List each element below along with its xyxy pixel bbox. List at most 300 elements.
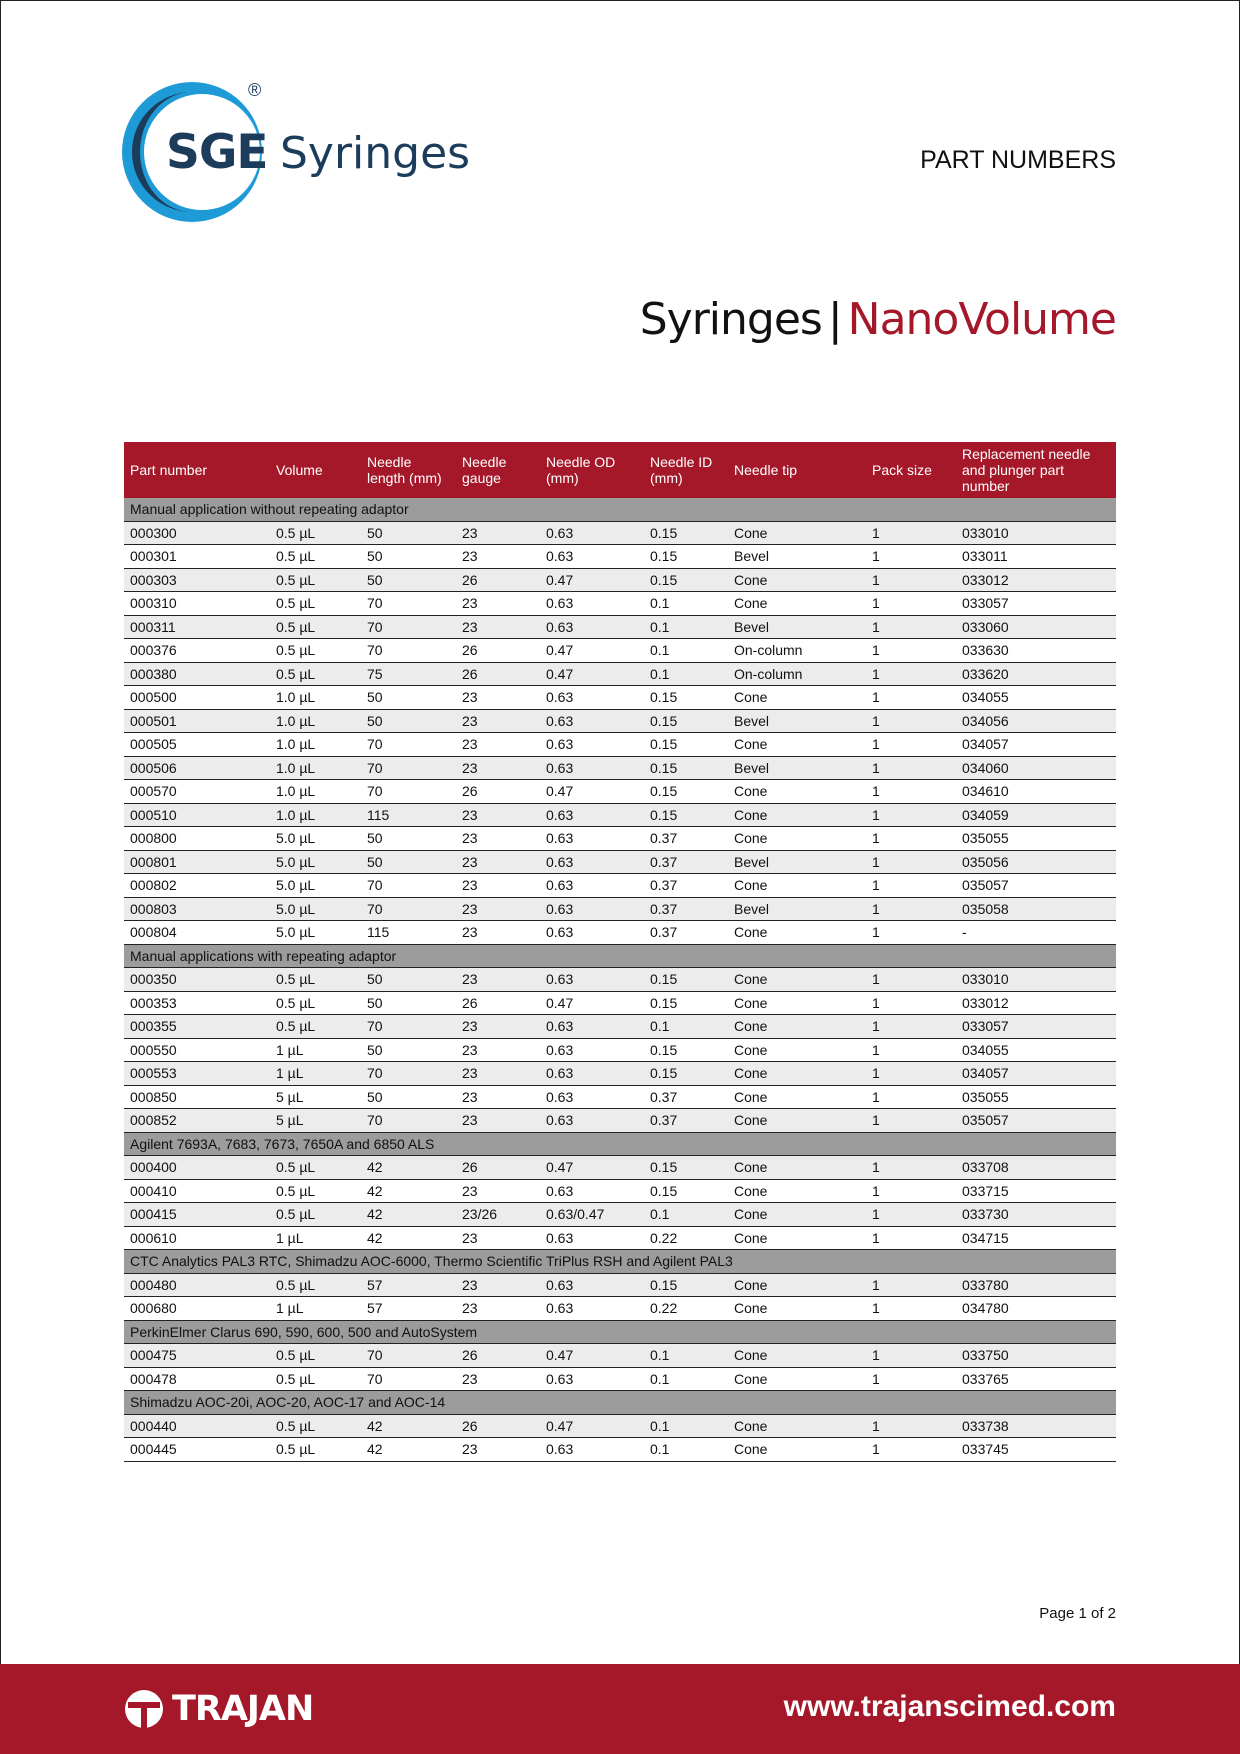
needle-id-cell: 0.15: [644, 991, 728, 1015]
section-header-row: [124, 1391, 1116, 1415]
needle-length-cell: 42: [361, 1438, 456, 1462]
needle-gauge-cell: 23: [456, 1062, 540, 1086]
volume-cell: 1 µL: [270, 1062, 361, 1086]
table-row: [124, 827, 1116, 851]
table-row: [124, 1344, 1116, 1368]
part-number-cell: 000505: [124, 733, 270, 757]
table-row: [124, 1062, 1116, 1086]
needle-tip-cell: Cone: [728, 1156, 866, 1180]
replacement-part-cell: 035057: [956, 1109, 1116, 1133]
table-row: [124, 991, 1116, 1015]
pack-size-cell: 1: [866, 780, 956, 804]
needle-tip-cell: Cone: [728, 1038, 866, 1062]
needle-length-cell: 70: [361, 874, 456, 898]
needle-od-cell: 0.47: [540, 639, 644, 663]
needle-tip-cell: Bevel: [728, 897, 866, 921]
pack-size-cell: 1: [866, 1156, 956, 1180]
table-row: [124, 521, 1116, 545]
needle-id-cell: 0.37: [644, 921, 728, 945]
replacement-part-cell: 034055: [956, 1038, 1116, 1062]
pack-size-cell: 1: [866, 592, 956, 616]
replacement-part-cell: 033765: [956, 1367, 1116, 1391]
pack-size-cell: 1: [866, 1038, 956, 1062]
needle-tip-cell: Cone: [728, 1179, 866, 1203]
needle-tip-cell: Cone: [728, 827, 866, 851]
part-number-cell: 000480: [124, 1273, 270, 1297]
replacement-part-cell: 035057: [956, 874, 1116, 898]
needle-od-cell: 0.63: [540, 733, 644, 757]
section-header-row: [124, 1320, 1116, 1344]
volume-cell: 1.0 µL: [270, 780, 361, 804]
replacement-part-cell: 033730: [956, 1203, 1116, 1227]
table-row: [124, 545, 1116, 569]
volume-cell: 0.5 µL: [270, 1203, 361, 1227]
needle-tip-cell: Bevel: [728, 615, 866, 639]
needle-gauge-cell: 26: [456, 1344, 540, 1368]
trajan-mark-icon: [124, 1689, 164, 1729]
pack-size-cell: 1: [866, 1179, 956, 1203]
needle-tip-cell: Cone: [728, 1367, 866, 1391]
needle-tip-cell: Cone: [728, 968, 866, 992]
part-number-cell: 000680: [124, 1297, 270, 1321]
replacement-part-cell: 033780: [956, 1273, 1116, 1297]
needle-id-cell: 0.1: [644, 592, 728, 616]
table-row: [124, 592, 1116, 616]
volume-cell: 5.0 µL: [270, 850, 361, 874]
needle-tip-cell: Cone: [728, 1085, 866, 1109]
needle-gauge-cell: 23: [456, 1438, 540, 1462]
table-row: [124, 1414, 1116, 1438]
needle-length-cell: 70: [361, 1109, 456, 1133]
section-title: Manual application without repeating adaptor: [124, 498, 1116, 521]
needle-tip-cell: Cone: [728, 1015, 866, 1039]
needle-length-cell: 42: [361, 1179, 456, 1203]
needle-length-cell: 50: [361, 709, 456, 733]
needle-od-cell: 0.63: [540, 850, 644, 874]
needle-gauge-cell: 23: [456, 756, 540, 780]
needle-id-cell: 0.15: [644, 803, 728, 827]
part-number-cell: 000311: [124, 615, 270, 639]
needle-length-cell: 70: [361, 639, 456, 663]
needle-length-cell: 50: [361, 1038, 456, 1062]
needle-gauge-cell: 23: [456, 733, 540, 757]
needle-length-cell: 42: [361, 1156, 456, 1180]
needle-tip-cell: Cone: [728, 1438, 866, 1462]
replacement-part-cell: 034057: [956, 733, 1116, 757]
replacement-part-cell: 033708: [956, 1156, 1116, 1180]
section-title: Manual applications with repeating adaptor: [124, 944, 1116, 968]
needle-length-cell: 70: [361, 897, 456, 921]
pack-size-cell: 1: [866, 686, 956, 710]
needle-id-cell: 0.1: [644, 615, 728, 639]
column-header-needle-id: Needle ID (mm): [644, 442, 728, 498]
needle-od-cell: 0.63: [540, 1297, 644, 1321]
needle-od-cell: 0.63: [540, 756, 644, 780]
part-number-cell: 000475: [124, 1344, 270, 1368]
needle-gauge-cell: 23: [456, 897, 540, 921]
needle-gauge-cell: 23: [456, 921, 540, 945]
replacement-part-cell: 033715: [956, 1179, 1116, 1203]
part-number-cell: 000506: [124, 756, 270, 780]
replacement-part-cell: 033057: [956, 592, 1116, 616]
needle-id-cell: 0.1: [644, 662, 728, 686]
volume-cell: 0.5 µL: [270, 521, 361, 545]
needle-id-cell: 0.37: [644, 850, 728, 874]
replacement-part-cell: 033745: [956, 1438, 1116, 1462]
pack-size-cell: 1: [866, 897, 956, 921]
replacement-part-cell: 035055: [956, 1085, 1116, 1109]
section-title: PerkinElmer Clarus 690, 590, 600, 500 and AutoSystem: [124, 1320, 1116, 1344]
needle-gauge-cell: 23: [456, 827, 540, 851]
needle-od-cell: 0.63: [540, 615, 644, 639]
replacement-part-cell: 034715: [956, 1226, 1116, 1250]
needle-length-cell: 70: [361, 592, 456, 616]
part-number-cell: 000510: [124, 803, 270, 827]
needle-id-cell: 0.1: [644, 1344, 728, 1368]
needle-gauge-cell: 23: [456, 1367, 540, 1391]
part-number-cell: 000300: [124, 521, 270, 545]
volume-cell: 5 µL: [270, 1085, 361, 1109]
needle-length-cell: 57: [361, 1297, 456, 1321]
needle-tip-cell: Cone: [728, 1344, 866, 1368]
volume-cell: 0.5 µL: [270, 1273, 361, 1297]
needle-id-cell: 0.15: [644, 1062, 728, 1086]
trajan-logo: [124, 1686, 313, 1732]
part-numbers-table: [124, 442, 1116, 1462]
pack-size-cell: 1: [866, 1273, 956, 1297]
table-row: [124, 1273, 1116, 1297]
needle-gauge-cell: 26: [456, 662, 540, 686]
part-number-cell: 000804: [124, 921, 270, 945]
needle-gauge-cell: 23: [456, 709, 540, 733]
needle-gauge-cell: 23: [456, 592, 540, 616]
needle-od-cell: 0.63: [540, 1085, 644, 1109]
needle-id-cell: 0.37: [644, 874, 728, 898]
needle-od-cell: 0.63: [540, 1226, 644, 1250]
needle-id-cell: 0.1: [644, 1367, 728, 1391]
part-number-cell: 000800: [124, 827, 270, 851]
part-number-cell: 000303: [124, 568, 270, 592]
volume-cell: 0.5 µL: [270, 991, 361, 1015]
needle-id-cell: 0.15: [644, 545, 728, 569]
needle-id-cell: 0.15: [644, 968, 728, 992]
needle-gauge-cell: 26: [456, 1156, 540, 1180]
part-number-cell: 000310: [124, 592, 270, 616]
needle-od-cell: 0.63: [540, 1367, 644, 1391]
part-number-cell: 000301: [124, 545, 270, 569]
needle-gauge-cell: 26: [456, 991, 540, 1015]
replacement-part-cell: 033011: [956, 545, 1116, 569]
pack-size-cell: 1: [866, 991, 956, 1015]
needle-id-cell: 0.15: [644, 521, 728, 545]
needle-gauge-cell: 26: [456, 568, 540, 592]
needle-id-cell: 0.15: [644, 686, 728, 710]
table-row: [124, 709, 1116, 733]
replacement-part-cell: 034055: [956, 686, 1116, 710]
volume-cell: 0.5 µL: [270, 1015, 361, 1039]
needle-od-cell: 0.63: [540, 709, 644, 733]
volume-cell: 5.0 µL: [270, 921, 361, 945]
section-header-row: [124, 1250, 1116, 1274]
pack-size-cell: 1: [866, 850, 956, 874]
needle-id-cell: 0.15: [644, 733, 728, 757]
section-title: CTC Analytics PAL3 RTC, Shimadzu AOC-6000, Thermo Scientific TriPlus RSH and Agilent PAL3: [124, 1250, 1116, 1274]
logo-sge-text: SGE: [166, 125, 268, 180]
needle-tip-cell: Cone: [728, 568, 866, 592]
needle-gauge-cell: 23: [456, 1038, 540, 1062]
replacement-part-cell: 033012: [956, 991, 1116, 1015]
needle-length-cell: 115: [361, 803, 456, 827]
volume-cell: 0.5 µL: [270, 1344, 361, 1368]
table-row: [124, 615, 1116, 639]
needle-id-cell: 0.1: [644, 1203, 728, 1227]
pack-size-cell: 1: [866, 662, 956, 686]
needle-id-cell: 0.22: [644, 1226, 728, 1250]
title-prefix: Syringes: [639, 294, 822, 345]
volume-cell: 0.5 µL: [270, 662, 361, 686]
needle-tip-cell: Bevel: [728, 709, 866, 733]
needle-od-cell: 0.47: [540, 1156, 644, 1180]
part-number-cell: 000802: [124, 874, 270, 898]
website-link[interactable]: www.trajanscimed.com: [783, 1690, 1116, 1723]
part-number-cell: 000478: [124, 1367, 270, 1391]
table-row: [124, 686, 1116, 710]
needle-gauge-cell: 23: [456, 1273, 540, 1297]
needle-od-cell: 0.63/0.47: [540, 1203, 644, 1227]
needle-length-cell: 50: [361, 1085, 456, 1109]
needle-gauge-cell: 23: [456, 615, 540, 639]
needle-tip-cell: Bevel: [728, 756, 866, 780]
part-number-cell: 000355: [124, 1015, 270, 1039]
needle-od-cell: 0.63: [540, 1015, 644, 1039]
needle-od-cell: 0.63: [540, 1109, 644, 1133]
pack-size-cell: 1: [866, 568, 956, 592]
column-header-needle-gauge: Needle gauge: [456, 442, 540, 498]
needle-od-cell: 0.63: [540, 1062, 644, 1086]
volume-cell: 0.5 µL: [270, 568, 361, 592]
pack-size-cell: 1: [866, 1203, 956, 1227]
needle-id-cell: 0.15: [644, 756, 728, 780]
table-row: [124, 1179, 1116, 1203]
needle-gauge-cell: 23: [456, 1109, 540, 1133]
volume-cell: 0.5 µL: [270, 1156, 361, 1180]
replacement-part-cell: -: [956, 921, 1116, 945]
needle-length-cell: 70: [361, 1062, 456, 1086]
volume-cell: 1.0 µL: [270, 803, 361, 827]
needle-od-cell: 0.63: [540, 968, 644, 992]
needle-tip-cell: Cone: [728, 1109, 866, 1133]
needle-tip-cell: Cone: [728, 1414, 866, 1438]
replacement-part-cell: 034610: [956, 780, 1116, 804]
volume-cell: 1.0 µL: [270, 709, 361, 733]
needle-gauge-cell: 23: [456, 521, 540, 545]
needle-id-cell: 0.15: [644, 1038, 728, 1062]
needle-length-cell: 70: [361, 780, 456, 804]
column-header-pack-size: Pack size: [866, 442, 956, 498]
needle-od-cell: 0.63: [540, 827, 644, 851]
table-row: [124, 874, 1116, 898]
needle-gauge-cell: 23: [456, 1085, 540, 1109]
needle-length-cell: 70: [361, 756, 456, 780]
table-row: [124, 1085, 1116, 1109]
title-suffix: NanoVolume: [847, 294, 1116, 345]
needle-od-cell: 0.47: [540, 1344, 644, 1368]
table-row: [124, 850, 1116, 874]
column-header-needle-od: Needle OD (mm): [540, 442, 644, 498]
part-number-cell: 000380: [124, 662, 270, 686]
needle-tip-cell: Cone: [728, 686, 866, 710]
needle-length-cell: 50: [361, 827, 456, 851]
title-separator: |: [827, 294, 842, 345]
needle-length-cell: 50: [361, 968, 456, 992]
table-row: [124, 756, 1116, 780]
part-number-cell: 000610: [124, 1226, 270, 1250]
volume-cell: 0.5 µL: [270, 545, 361, 569]
pack-size-cell: 1: [866, 1062, 956, 1086]
pack-size-cell: 1: [866, 1109, 956, 1133]
needle-gauge-cell: 23: [456, 686, 540, 710]
replacement-part-cell: 034057: [956, 1062, 1116, 1086]
replacement-part-cell: 034059: [956, 803, 1116, 827]
section-header-row: [124, 1132, 1116, 1156]
needle-gauge-cell: 26: [456, 1414, 540, 1438]
part-number-cell: 000410: [124, 1179, 270, 1203]
page-number: Page 1 of 2: [1039, 1605, 1116, 1622]
needle-tip-cell: Cone: [728, 780, 866, 804]
needle-tip-cell: Cone: [728, 521, 866, 545]
needle-length-cell: 57: [361, 1273, 456, 1297]
section-header-row: [124, 498, 1116, 521]
table-row: [124, 897, 1116, 921]
needle-od-cell: 0.63: [540, 592, 644, 616]
needle-length-cell: 70: [361, 1367, 456, 1391]
needle-od-cell: 0.63: [540, 545, 644, 569]
part-number-cell: 000801: [124, 850, 270, 874]
replacement-part-cell: 035055: [956, 827, 1116, 851]
needle-od-cell: 0.63: [540, 521, 644, 545]
needle-id-cell: 0.15: [644, 709, 728, 733]
part-number-cell: 000440: [124, 1414, 270, 1438]
needle-id-cell: 0.1: [644, 1015, 728, 1039]
needle-length-cell: 70: [361, 615, 456, 639]
needle-length-cell: 42: [361, 1203, 456, 1227]
replacement-part-cell: 034060: [956, 756, 1116, 780]
volume-cell: 1 µL: [270, 1038, 361, 1062]
needle-od-cell: 0.63: [540, 1273, 644, 1297]
needle-od-cell: 0.63: [540, 1438, 644, 1462]
needle-tip-cell: Cone: [728, 1297, 866, 1321]
needle-tip-cell: Cone: [728, 1062, 866, 1086]
part-number-cell: 000445: [124, 1438, 270, 1462]
pack-size-cell: 1: [866, 545, 956, 569]
needle-od-cell: 0.63: [540, 921, 644, 945]
needle-id-cell: 0.15: [644, 780, 728, 804]
table-row: [124, 803, 1116, 827]
needle-tip-cell: Bevel: [728, 545, 866, 569]
part-number-cell: 000376: [124, 639, 270, 663]
part-number-cell: 000501: [124, 709, 270, 733]
part-number-cell: 000852: [124, 1109, 270, 1133]
needle-length-cell: 50: [361, 521, 456, 545]
volume-cell: 5.0 µL: [270, 827, 361, 851]
part-numbers-heading: PART NUMBERS: [920, 146, 1116, 174]
part-number-cell: 000353: [124, 991, 270, 1015]
pack-size-cell: 1: [866, 968, 956, 992]
pack-size-cell: 1: [866, 756, 956, 780]
needle-od-cell: 0.47: [540, 780, 644, 804]
pack-size-cell: 1: [866, 803, 956, 827]
trajan-brand-text: TRAJAN: [172, 1689, 314, 1729]
volume-cell: 1 µL: [270, 1226, 361, 1250]
footer-bar: [0, 1664, 1240, 1754]
pack-size-cell: 1: [866, 1367, 956, 1391]
needle-tip-cell: Cone: [728, 874, 866, 898]
replacement-part-cell: 033010: [956, 968, 1116, 992]
needle-tip-cell: Cone: [728, 1203, 866, 1227]
part-number-cell: 000570: [124, 780, 270, 804]
needle-length-cell: 70: [361, 1344, 456, 1368]
needle-id-cell: 0.15: [644, 568, 728, 592]
part-number-cell: 000400: [124, 1156, 270, 1180]
needle-id-cell: 0.1: [644, 1414, 728, 1438]
pack-size-cell: 1: [866, 1414, 956, 1438]
needle-tip-cell: Bevel: [728, 850, 866, 874]
needle-length-cell: 50: [361, 568, 456, 592]
table-row: [124, 1203, 1116, 1227]
needle-gauge-cell: 23: [456, 874, 540, 898]
pack-size-cell: 1: [866, 733, 956, 757]
volume-cell: 0.5 µL: [270, 1414, 361, 1438]
table-row: [124, 733, 1116, 757]
volume-cell: 0.5 µL: [270, 592, 361, 616]
table-row: [124, 1438, 1116, 1462]
pack-size-cell: 1: [866, 709, 956, 733]
part-number-cell: 000850: [124, 1085, 270, 1109]
sge-syringes-logo: [120, 78, 480, 228]
table-row: [124, 662, 1116, 686]
replacement-part-cell: 035058: [956, 897, 1116, 921]
needle-od-cell: 0.63: [540, 686, 644, 710]
needle-id-cell: 0.1: [644, 639, 728, 663]
needle-gauge-cell: 23: [456, 968, 540, 992]
needle-length-cell: 50: [361, 686, 456, 710]
needle-tip-cell: Cone: [728, 803, 866, 827]
needle-length-cell: 50: [361, 991, 456, 1015]
replacement-part-cell: 033630: [956, 639, 1116, 663]
needle-od-cell: 0.63: [540, 874, 644, 898]
needle-tip-cell: Cone: [728, 991, 866, 1015]
needle-od-cell: 0.47: [540, 568, 644, 592]
replacement-part-cell: 033738: [956, 1414, 1116, 1438]
replacement-part-cell: 034780: [956, 1297, 1116, 1321]
needle-gauge-cell: 23: [456, 1179, 540, 1203]
table-row: [124, 1226, 1116, 1250]
pack-size-cell: 1: [866, 1297, 956, 1321]
part-number-cell: 000415: [124, 1203, 270, 1227]
pack-size-cell: 1: [866, 1226, 956, 1250]
replacement-part-cell: 035056: [956, 850, 1116, 874]
needle-tip-cell: Cone: [728, 733, 866, 757]
table-row: [124, 1015, 1116, 1039]
column-header-replacement: Replacement needle and plunger part number: [956, 442, 1116, 498]
needle-id-cell: 0.37: [644, 827, 728, 851]
needle-od-cell: 0.63: [540, 1038, 644, 1062]
needle-id-cell: 0.22: [644, 1297, 728, 1321]
part-number-cell: 000803: [124, 897, 270, 921]
needle-gauge-cell: 23: [456, 1297, 540, 1321]
needle-tip-cell: Cone: [728, 921, 866, 945]
needle-gauge-cell: 23: [456, 1015, 540, 1039]
